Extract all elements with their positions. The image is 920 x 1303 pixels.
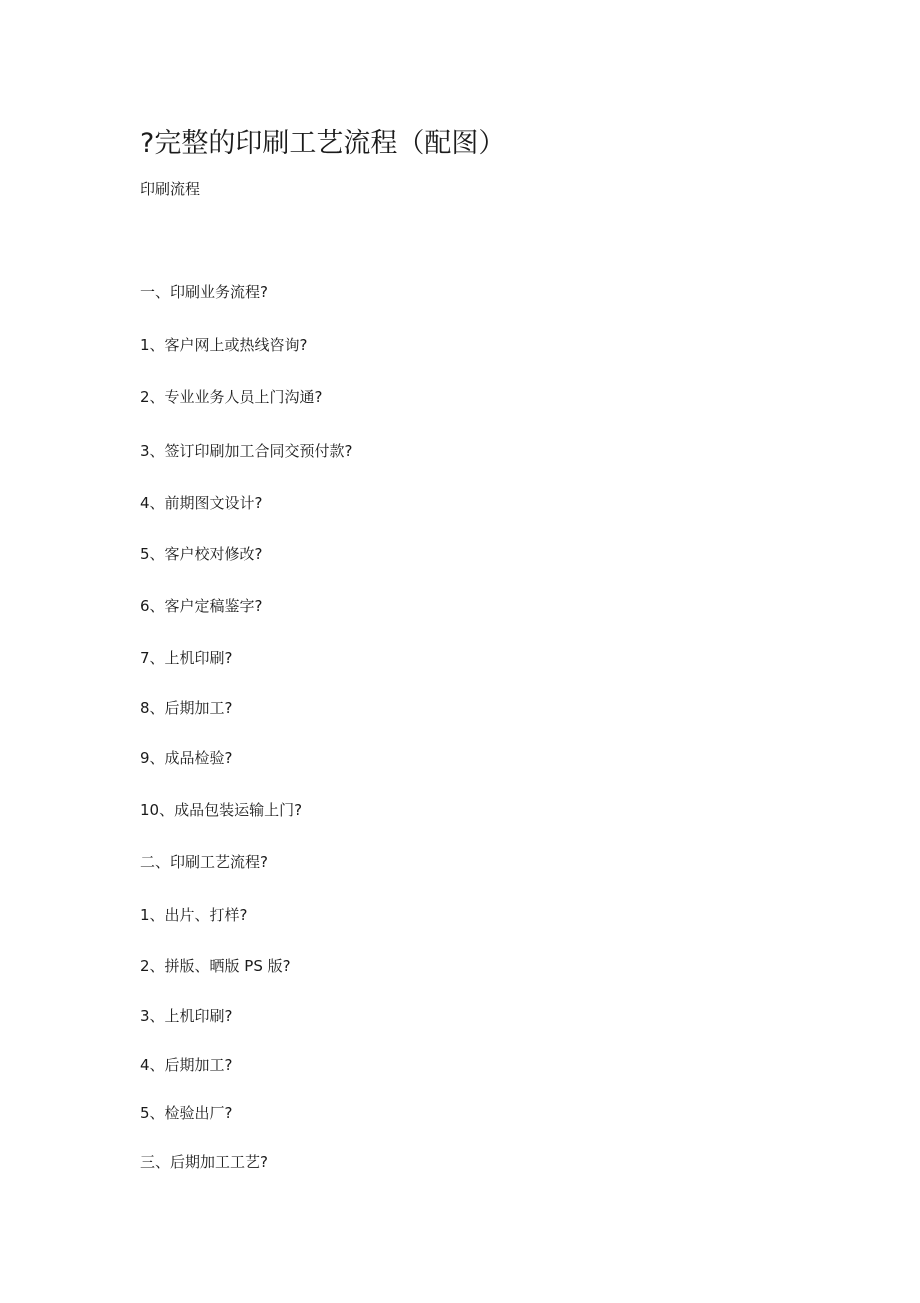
document-subtitle: 印刷流程 xyxy=(140,180,201,198)
list-item: 2、拼版、晒版 PS 版? xyxy=(140,957,291,975)
list-item: 3、上机印刷? xyxy=(140,1007,233,1025)
list-item: 7、上机印刷? xyxy=(140,649,233,667)
list-item: 2、专业业务人员上门沟通? xyxy=(140,388,323,406)
document-title: ?完整的印刷工艺流程（配图） xyxy=(140,128,506,159)
section-heading: 二、印刷工艺流程? xyxy=(140,853,268,871)
list-item: 3、签订印刷加工合同交预付款? xyxy=(140,442,353,460)
list-item: 8、后期加工? xyxy=(140,699,233,717)
list-item: 4、前期图文设计? xyxy=(140,494,263,512)
list-item: 1、出片、打样? xyxy=(140,906,248,924)
list-item: 6、客户定稿鉴字? xyxy=(140,597,263,615)
section-heading: 一、印刷业务流程? xyxy=(140,283,268,301)
list-item: 10、成品包装运输上门? xyxy=(140,801,303,819)
list-item: 4、后期加工? xyxy=(140,1056,233,1074)
list-item: 9、成品检验? xyxy=(140,749,233,767)
section-heading: 三、后期加工工艺? xyxy=(140,1153,268,1171)
list-item: 1、客户网上或热线咨询? xyxy=(140,336,308,354)
list-item: 5、检验出厂? xyxy=(140,1104,233,1122)
list-item: 5、客户校对修改? xyxy=(140,545,263,563)
